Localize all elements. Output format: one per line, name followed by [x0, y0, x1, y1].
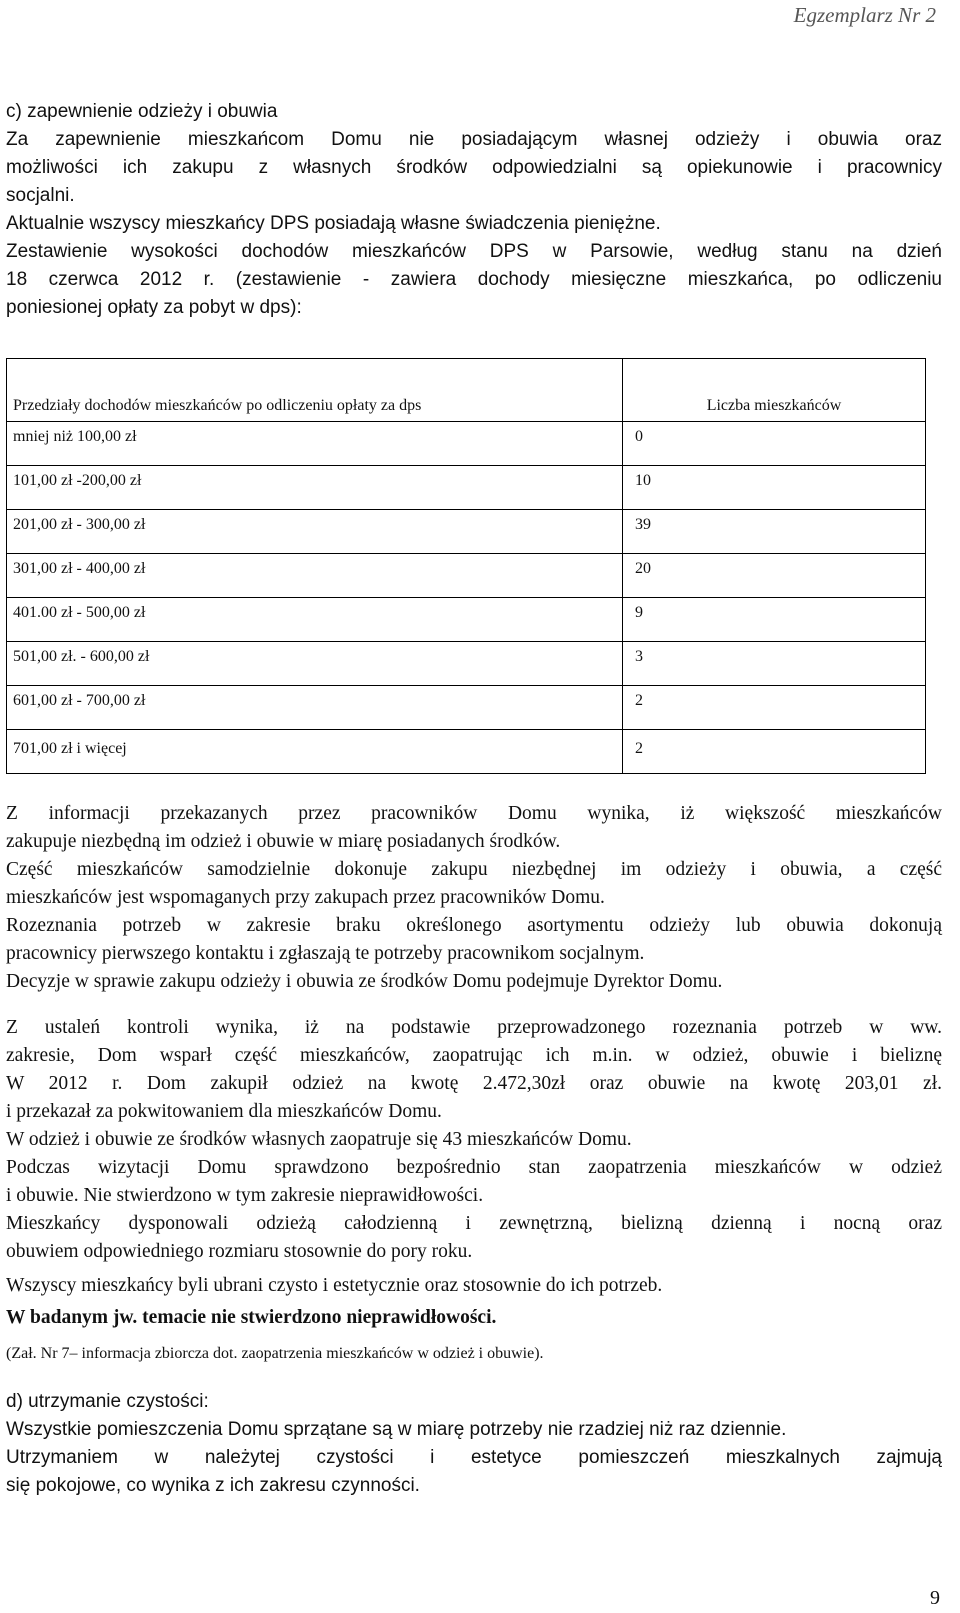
body-p9: Wszyscy mieszkańcy byli ubrani czysto i estetycznie oraz stosownie do ich potrzeb. — [6, 1275, 663, 1296]
income-table-header-row — [7, 359, 926, 422]
resident-count-cell: 0 — [623, 422, 926, 466]
document-page — [6, 98, 942, 1500]
table-row — [7, 642, 926, 686]
income-range-cell: mniej niż 100,00 zł — [7, 422, 623, 466]
body-p7-line-1: Podczas wizytacji Domu sprawdzono bezpośrednio stan zaopatrzenia mieszkańców w odzież — [6, 1157, 942, 1178]
table-row — [7, 598, 926, 642]
body-p3-line-1: Rozeznania potrzeb w zakresie braku określonego asortymentu odzieży lub obuwia dokonują — [6, 915, 942, 936]
body-p5-line-4: i przekazał za pokwitowaniem dla mieszkańców Domu. — [6, 1101, 442, 1122]
table-row — [7, 510, 926, 554]
resident-count-cell: 10 — [623, 466, 926, 510]
attachment-note: (Zał. Nr 7– informacja zbiorcza dot. zaopatrzenia mieszkańców w odzież i obuwie). — [6, 1345, 544, 1362]
income-range-cell: 401.00 zł - 500,00 zł — [7, 598, 623, 642]
income-range-cell: 201,00 zł - 300,00 zł — [7, 510, 623, 554]
table-row — [7, 686, 926, 730]
body-p1-line-2: zakupuje niezbędną im odzież i obuwie w miarę posiadanych środków. — [6, 831, 561, 852]
section-d-p2-line-1: Utrzymaniem w należytej czystości i estetyce pomieszczeń mieszkalnych zajmują — [6, 1447, 942, 1468]
resident-count-cell: 9 — [623, 598, 926, 642]
body-p8-line-1: Mieszkańcy dysponowali odzieżą całodzienną i zewnętrzną, bielizną dzienną i nocną oraz — [6, 1213, 942, 1234]
section-d-heading: d) utrzymanie czystości: — [6, 1391, 209, 1412]
body-p1-line-1: Z informacji przekazanych przez pracowników Domu wynika, iż większość mieszkańców — [6, 803, 942, 824]
body-p5-line-3: W 2012 r. Dom zakupił odzież na kwotę 2.472,30zł oraz obuwie na kwotę 203,01 zł. — [6, 1073, 942, 1094]
page-number: 9 — [930, 1587, 940, 1609]
section-c-heading: c) zapewnienie odzieży i obuwia — [6, 101, 278, 122]
body-conclusion: W badanym jw. temacie nie stwierdzono nieprawidłowości. — [6, 1307, 497, 1328]
income-range-cell: 701,00 zł i więcej — [7, 730, 623, 774]
table-row — [7, 422, 926, 466]
body-p2-line-2: mieszkańców jest wspomaganych przy zakupach przez pracowników Domu. — [6, 887, 605, 908]
body-p7-line-2: i obuwie. Nie stwierdzono w tym zakresie nieprawidłowości. — [6, 1185, 484, 1206]
body-p4: Decyzje w sprawie zakupu odzieży i obuwia ze środków Domu podejmuje Dyrektor Domu. — [6, 971, 723, 992]
resident-count-header: Liczba mieszkańców — [623, 359, 926, 422]
resident-count-cell: 20 — [623, 554, 926, 598]
income-range-cell: 501,00 zł. - 600,00 zł — [7, 642, 623, 686]
body-p2-line-1: Część mieszkańców samodzielnie dokonuje zakupu niezbędnej im odzieży i obuwia, a część — [6, 859, 942, 880]
income-range-cell: 601,00 zł - 700,00 zł — [7, 686, 623, 730]
section-c-summary-line-2: 18 czerwca 2012 r. (zestawienie - zawiera dochody miesięczne mieszkańca, po odliczeniu — [6, 269, 942, 290]
table-row — [7, 554, 926, 598]
table-row — [7, 730, 926, 774]
section-d-p2-line-2: się pokojowe, co wynika z ich zakresu czynności. — [6, 1475, 420, 1496]
body-p5-line-1: Z ustaleń kontroli wynika, iż na podstawie przeprowadzonego rozeznania potrzeb w ww. — [6, 1017, 942, 1038]
section-d-p1: Wszystkie pomieszczenia Domu sprzątane są w miarę potrzeby nie rzadziej niż raz dziennie. — [6, 1419, 787, 1440]
resident-count-cell: 2 — [623, 686, 926, 730]
resident-count-cell: 2 — [623, 730, 926, 774]
section-c-intro-line-2: możliwości ich zakupu z własnych środków odpowiedzialni są opiekunowie i pracownicy — [6, 157, 942, 178]
body-p6: W odzież i obuwie ze środków własnych zaopatruje się 43 mieszkańców Domu. — [6, 1129, 632, 1150]
section-c-summary-line-3: poniesionej opłaty za pobyt w dps): — [6, 297, 302, 318]
section-c-intro-line-3: socjalni. — [6, 185, 75, 206]
body-p8-line-2: obuwiem odpowiedniego rozmiaru stosownie do pory roku. — [6, 1241, 473, 1262]
income-range-header: Przedziały dochodów mieszkańców po odliczeniu opłaty za dps — [7, 359, 623, 422]
income-range-cell: 301,00 zł - 400,00 zł — [7, 554, 623, 598]
section-c-summary-line-1: Zestawienie wysokości dochodów mieszkańców DPS w Parsowie, według stanu na dzień — [6, 241, 942, 262]
resident-count-cell: 39 — [623, 510, 926, 554]
income-range-cell: 101,00 zł -200,00 zł — [7, 466, 623, 510]
income-table — [6, 358, 926, 774]
table-row — [7, 466, 926, 510]
body-p5-line-2: zakresie, Dom wsparł część mieszkańców, zaopatrując ich m.in. w odzież, obuwie i bieliznę — [6, 1045, 942, 1066]
document-header: Egzemplarz Nr 2 — [793, 3, 936, 27]
body-p3-line-2: pracownicy pierwszego kontaktu i zgłaszają te potrzeby pracownikom socjalnym. — [6, 943, 645, 964]
resident-count-cell: 3 — [623, 642, 926, 686]
section-c-benefits: Aktualnie wszyscy mieszkańcy DPS posiadają własne świadczenia pieniężne. — [6, 213, 661, 234]
section-c-intro-line-1: Za zapewnienie mieszkańcom Domu nie posiadającym własnej odzieży i obuwia oraz — [6, 129, 942, 150]
